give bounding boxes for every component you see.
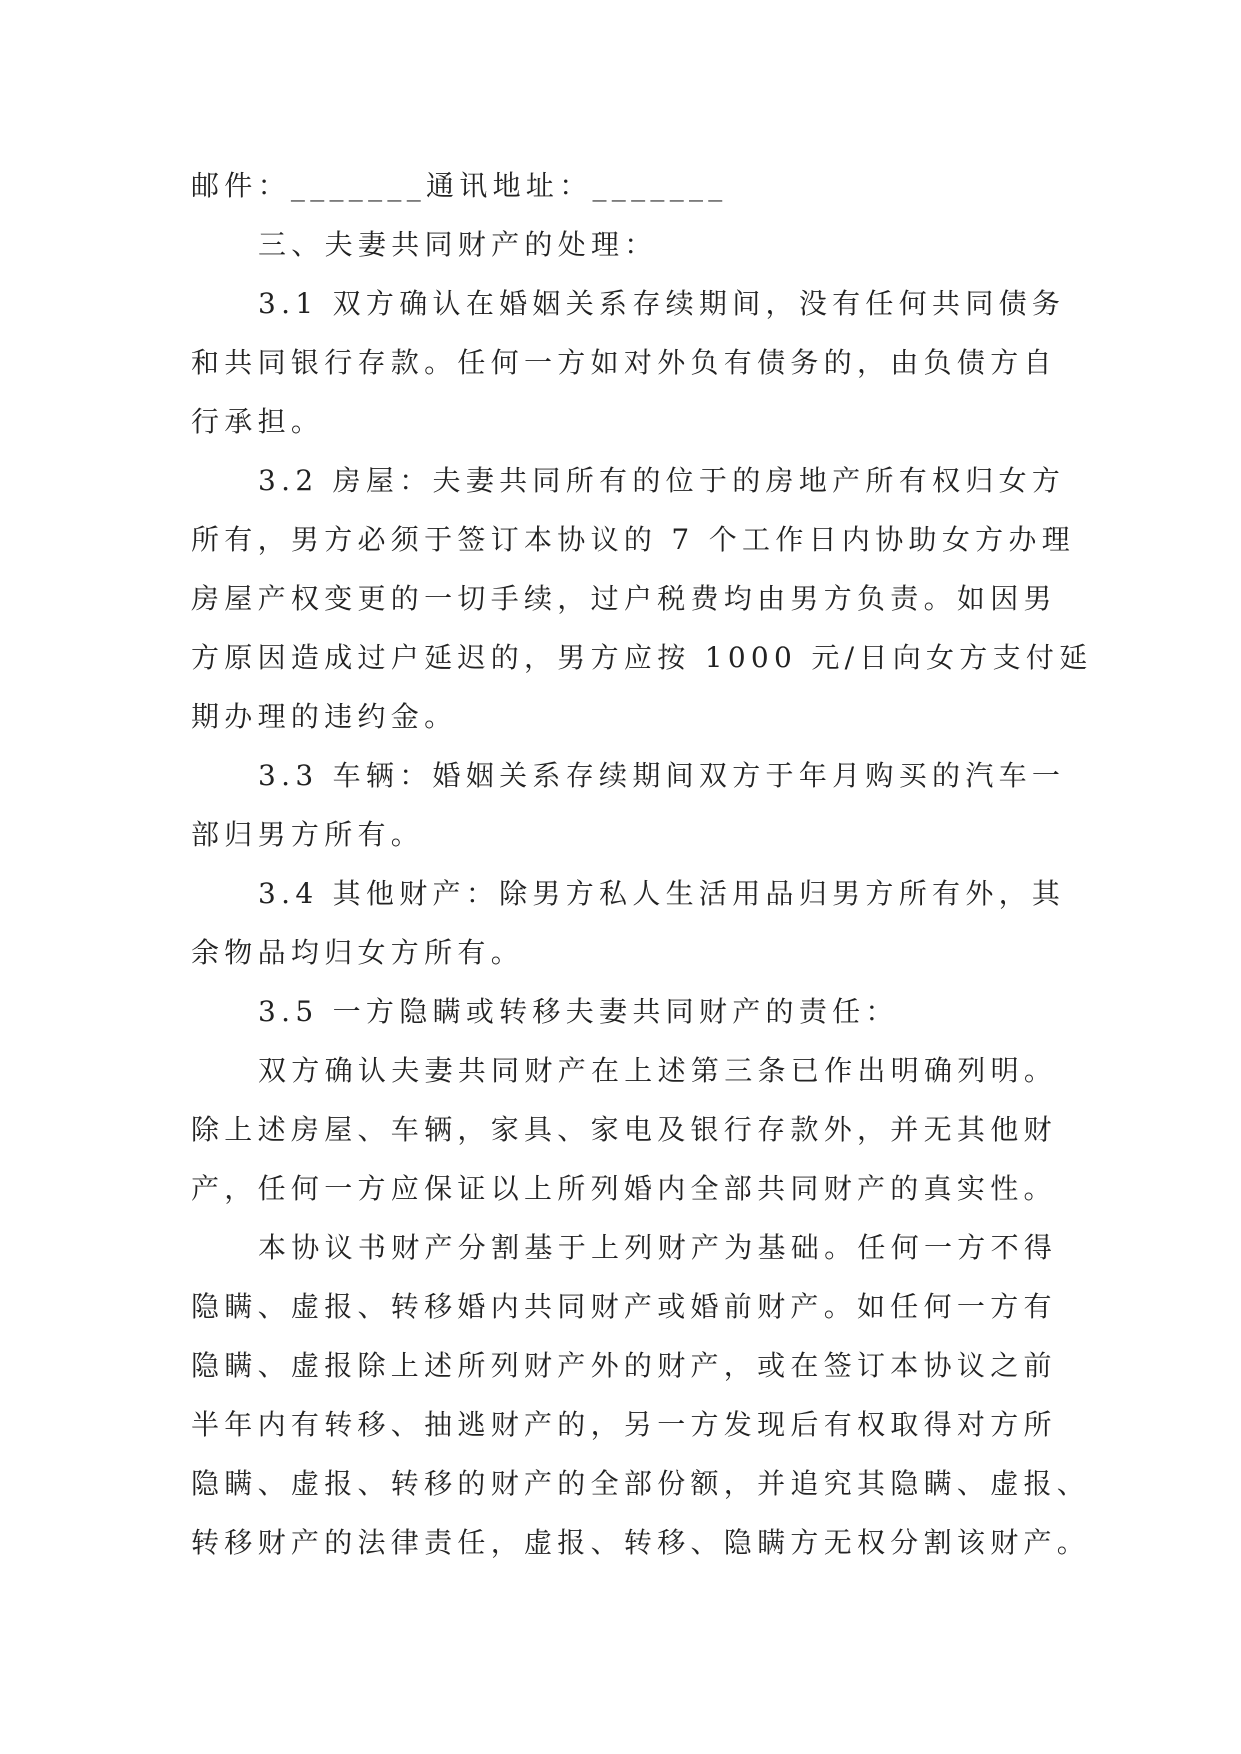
text-line: 3.2 房屋：夫妻共同所有的位于的房地产所有权归女方 xyxy=(258,464,1066,497)
text-line: 3.3 车辆：婚姻关系存续期间双方于年月购买的汽车一 xyxy=(258,759,1066,792)
text-line: 本协议书财产分割基于上列财产为基础。任何一方不得 xyxy=(258,1231,1058,1264)
text-line: 3.5 一方隐瞒或转移夫妻共同财产的责任： xyxy=(258,995,899,1028)
text-line: 3.4 其他财产：除男方私人生活用品归男方所有外，其 xyxy=(258,877,1066,910)
text-line: 期办理的违约金。 xyxy=(191,700,458,733)
paragraph-5 xyxy=(191,746,1081,864)
text-line: 隐瞒、虚报除上述所列财产外的财产，或在签订本协议之前 xyxy=(191,1349,1057,1382)
paragraph-1 xyxy=(191,156,1081,215)
text-line: 双方确认夫妻共同财产在上述第三条已作出明确列明。 xyxy=(258,1054,1058,1087)
paragraph-2 xyxy=(191,215,1081,274)
text-line: 三、夫妻共同财产的处理： xyxy=(258,228,658,261)
paragraph-6 xyxy=(191,864,1081,982)
text-line: 隐瞒、虚报、转移婚内共同财产或婚前财产。如任何一方有 xyxy=(191,1290,1057,1323)
paragraph-3 xyxy=(191,274,1081,451)
text-line: 方原因造成过户延迟的，男方应按 1000 元/日向女方支付延 xyxy=(191,641,1093,674)
text-line: 转移财产的法律责任，虚报、转移、隐瞒方无权分割该财产。 xyxy=(191,1526,1091,1559)
text-line: 部归男方所有。 xyxy=(191,818,425,851)
paragraph-4 xyxy=(191,451,1093,746)
paragraph-7 xyxy=(191,982,1081,1041)
text-line: 房屋产权变更的一切手续，过户税费均由男方负责。如因男 xyxy=(191,582,1057,615)
paragraph-8 xyxy=(191,1041,1081,1218)
text-line: 所有，男方必须于签订本协议的 7 个工作日内协助女方办理 xyxy=(191,523,1076,556)
text-line: 隐瞒、虚报、转移的财产的全部份额，并追究其隐瞒、虚报、 xyxy=(191,1467,1091,1500)
text-line: 和共同银行存款。任何一方如对外负有债务的，由负债方自 xyxy=(191,346,1057,379)
text-line: 产，任何一方应保证以上所列婚内全部共同财产的真实性。 xyxy=(191,1172,1057,1205)
text-line: 余物品均归女方所有。 xyxy=(191,936,525,969)
document-body xyxy=(191,156,1093,1572)
text-line: 3.1 双方确认在婚姻关系存续期间，没有任何共同债务 xyxy=(258,287,1066,320)
text-line: 除上述房屋、车辆，家具、家电及银行存款外，并无其他财 xyxy=(191,1113,1057,1146)
text-line: 邮件：_______通讯地址：_______ xyxy=(191,169,728,202)
text-line: 行承担。 xyxy=(191,405,325,438)
paragraph-9 xyxy=(191,1218,1091,1572)
text-line: 半年内有转移、抽逃财产的，另一方发现后有权取得对方所 xyxy=(191,1408,1057,1441)
